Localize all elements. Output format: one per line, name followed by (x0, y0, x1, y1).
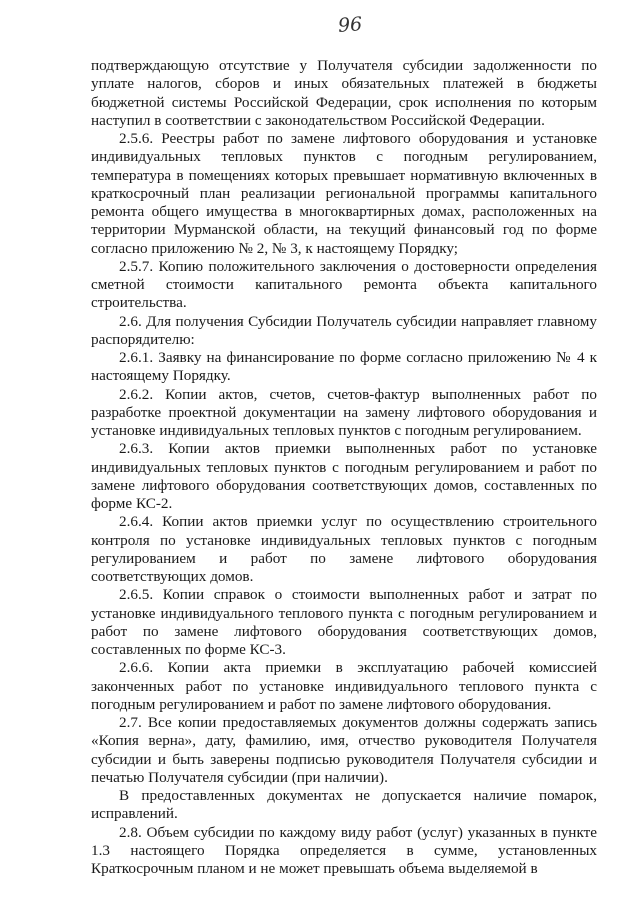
paragraph-2-6-6: 2.6.6. Копии акта приемки в эксплуатацию рабочей комиссией законченных работ по установке индивидуального теплового пункта с погодным регулированием и работ по замене лифтового оборудования. (91, 659, 597, 713)
paragraph-2-6-2: 2.6.2. Копии актов, счетов, счетов-фактур выполненных работ по разработке проектной документации на замену лифтового оборудования и установке индивидуальных тепловых пунктов с погодным регулированием. (91, 385, 597, 439)
paragraph-2-6-5: 2.6.5. Копии справок о стоимости выполненных работ и затрат по установке индивидуального теплового пункта с погодным регулированием и работ по замене лифтового оборудования соответствующих домов, составленных по форме КС-3. (91, 586, 597, 658)
paragraph-2-6-3: 2.6.3. Копии актов приемки выполненных работ по установке индивидуальных тепловых пунктов с погодным регулированием и работ по замене лифтового оборудования соответствующих домов, составленных по форме КС-2. (91, 440, 597, 512)
paragraph-no-corrections: В предоставленных документах не допускается наличие помарок, исправлений. (91, 787, 597, 823)
paragraph-2-7: 2.7. Все копии предоставляемых документов должны содержать запись «Копия верна», дату, фамилию, имя, отчество руководителя Получателя субсидии и быть заверены подписью руководителя Получателя субсидии и печатью Получателя субсидии (при наличии). (91, 714, 597, 786)
paragraph-continuation: подтверждающую отсутствие у Получателя субсидии задолженности по уплате налогов, сборов и иных обязательных платежей в бюджеты бюджетной системы Российской Федерации, срок исполнения по которым наступил в соответствии с законодательством Российской Федерации. (91, 57, 597, 129)
paragraph-2-6-1: 2.6.1. Заявку на финансирование по форме согласно приложению № 4 к настоящему Порядку. (91, 349, 597, 385)
paragraph-2-6: 2.6. Для получения Субсидии Получатель субсидии направляет главному распорядителю: (91, 312, 597, 348)
paragraph-2-8: 2.8. Объем субсидии по каждому виду работ (услуг) указанных в пункте 1.3 настоящего Порядка определяется в сумме, установленных Краткосрочным планом и не может превышать объема выделяемой в (91, 823, 597, 877)
paragraph-2-5-7: 2.5.7. Копию положительного заключения о достоверности определения сметной стоимости капитального ремонта объекта капитального строительства. (91, 257, 597, 312)
handwritten-page-number: 96 (337, 13, 363, 37)
paragraph-2-6-4: 2.6.4. Копии актов приемки услуг по осуществлению строительного контроля по установке индивидуальных тепловых пунктов с погодным регулированием и работ по замене лифтового оборудования соответствующих домов. (91, 513, 597, 585)
document-body (91, 57, 597, 878)
paragraph-2-5-6: 2.5.6. Реестры работ по замене лифтового оборудования и установке индивидуальных тепловых пунктов с погодным регулированием, температура в помещениях которых превышает нормативную включенных в краткосрочный план реализации региональной программы капитального ремонта общего имущества в многоквартирных домах, расположенных на территории Мурманской области, на текущий финансовый год по форме согласно приложению № 2, № 3, к настоящему Порядку; (91, 130, 597, 257)
